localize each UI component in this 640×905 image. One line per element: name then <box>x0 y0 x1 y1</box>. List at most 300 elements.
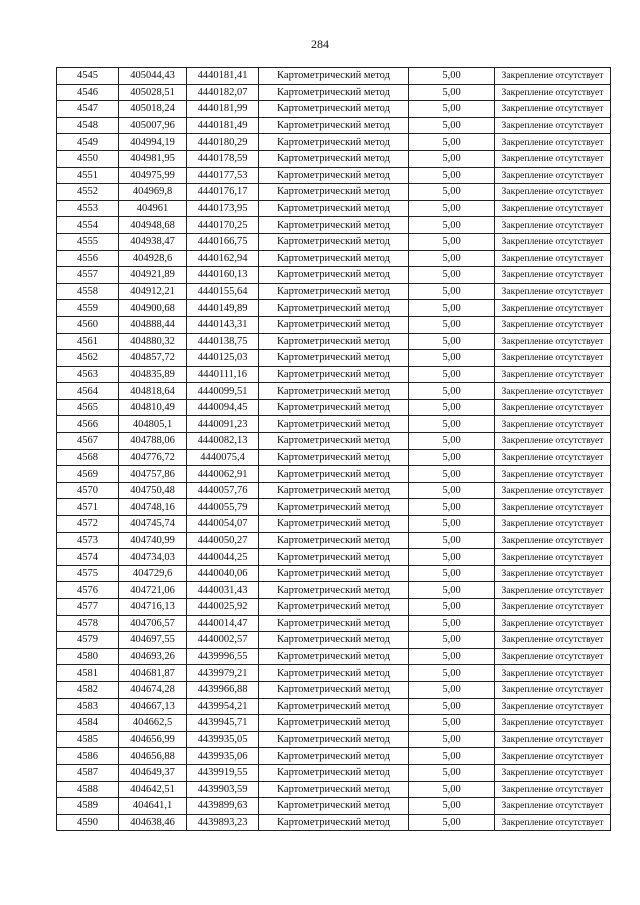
table-row <box>57 731 611 748</box>
x-coordinate-cell: 404900,68 <box>119 300 187 317</box>
coordinates-table <box>56 67 611 831</box>
x-coordinate-cell: 405007,96 <box>119 117 187 134</box>
y-coordinate-cell: 4440149,89 <box>187 300 259 317</box>
error-cell: 5,00 <box>409 383 495 400</box>
x-coordinate-cell: 404716,13 <box>119 599 187 616</box>
error-cell: 5,00 <box>409 681 495 698</box>
y-coordinate-cell: 4440057,76 <box>187 482 259 499</box>
error-cell: 5,00 <box>409 482 495 499</box>
y-coordinate-cell: 4440099,51 <box>187 383 259 400</box>
error-cell: 5,00 <box>409 781 495 798</box>
y-coordinate-cell: 4440181,49 <box>187 117 259 134</box>
method-cell: Картометрический метод <box>259 648 409 665</box>
table-row <box>57 499 611 516</box>
error-cell: 5,00 <box>409 84 495 101</box>
table-row <box>57 582 611 599</box>
y-coordinate-cell: 4440002,57 <box>187 632 259 649</box>
x-coordinate-cell: 404938,47 <box>119 233 187 250</box>
error-cell: 5,00 <box>409 665 495 682</box>
fixing-cell: Закрепление отсутствует <box>495 615 611 632</box>
method-cell: Картометрический метод <box>259 300 409 317</box>
error-cell: 5,00 <box>409 565 495 582</box>
point-number-cell: 4553 <box>57 200 119 217</box>
x-coordinate-cell: 404662,5 <box>119 715 187 732</box>
table-row <box>57 665 611 682</box>
table-row <box>57 267 611 284</box>
y-coordinate-cell: 4440162,94 <box>187 250 259 267</box>
method-cell: Картометрический метод <box>259 516 409 533</box>
fixing-cell: Закрепление отсутствует <box>495 449 611 466</box>
y-coordinate-cell: 4439945,71 <box>187 715 259 732</box>
table-row <box>57 184 611 201</box>
point-number-cell: 4559 <box>57 300 119 317</box>
table-row <box>57 715 611 732</box>
point-number-cell: 4546 <box>57 84 119 101</box>
fixing-cell: Закрепление отсутствует <box>495 599 611 616</box>
point-number-cell: 4545 <box>57 68 119 85</box>
point-number-cell: 4550 <box>57 150 119 167</box>
method-cell: Картометрический метод <box>259 316 409 333</box>
x-coordinate-cell: 404969,8 <box>119 184 187 201</box>
table-row <box>57 648 611 665</box>
error-cell: 5,00 <box>409 648 495 665</box>
method-cell: Картометрический метод <box>259 814 409 831</box>
point-number-cell: 4554 <box>57 217 119 234</box>
table-row <box>57 68 611 85</box>
fixing-cell: Закрепление отсутствует <box>495 167 611 184</box>
x-coordinate-cell: 404745,74 <box>119 516 187 533</box>
fixing-cell: Закрепление отсутствует <box>495 101 611 118</box>
method-cell: Картометрический метод <box>259 84 409 101</box>
point-number-cell: 4581 <box>57 665 119 682</box>
x-coordinate-cell: 404641,1 <box>119 798 187 815</box>
point-number-cell: 4569 <box>57 466 119 483</box>
method-cell: Картометрический метод <box>259 200 409 217</box>
error-cell: 5,00 <box>409 416 495 433</box>
point-number-cell: 4567 <box>57 433 119 450</box>
point-number-cell: 4551 <box>57 167 119 184</box>
method-cell: Картометрический метод <box>259 399 409 416</box>
x-coordinate-cell: 404912,21 <box>119 283 187 300</box>
error-cell: 5,00 <box>409 283 495 300</box>
table-row <box>57 250 611 267</box>
fixing-cell: Закрепление отсутствует <box>495 250 611 267</box>
table-row <box>57 366 611 383</box>
table-row <box>57 615 611 632</box>
error-cell: 5,00 <box>409 217 495 234</box>
table-row <box>57 217 611 234</box>
y-coordinate-cell: 4439966,88 <box>187 681 259 698</box>
method-cell: Картометрический метод <box>259 764 409 781</box>
y-coordinate-cell: 4440111,16 <box>187 366 259 383</box>
point-number-cell: 4577 <box>57 599 119 616</box>
table-row <box>57 632 611 649</box>
method-cell: Картометрический метод <box>259 748 409 765</box>
table-row <box>57 748 611 765</box>
method-cell: Картометрический метод <box>259 350 409 367</box>
method-cell: Картометрический метод <box>259 532 409 549</box>
point-number-cell: 4547 <box>57 101 119 118</box>
error-cell: 5,00 <box>409 200 495 217</box>
fixing-cell: Закрепление отсутствует <box>495 516 611 533</box>
fixing-cell: Закрепление отсутствует <box>495 399 611 416</box>
point-number-cell: 4582 <box>57 681 119 698</box>
point-number-cell: 4568 <box>57 449 119 466</box>
x-coordinate-cell: 404928,6 <box>119 250 187 267</box>
point-number-cell: 4585 <box>57 731 119 748</box>
point-number-cell: 4583 <box>57 698 119 715</box>
method-cell: Картометрический метод <box>259 798 409 815</box>
method-cell: Картометрический метод <box>259 150 409 167</box>
point-number-cell: 4570 <box>57 482 119 499</box>
error-cell: 5,00 <box>409 516 495 533</box>
fixing-cell: Закрепление отсутствует <box>495 532 611 549</box>
fixing-cell: Закрепление отсутствует <box>495 68 611 85</box>
fixing-cell: Закрепление отсутствует <box>495 482 611 499</box>
error-cell: 5,00 <box>409 532 495 549</box>
point-number-cell: 4563 <box>57 366 119 383</box>
error-cell: 5,00 <box>409 366 495 383</box>
x-coordinate-cell: 404729,6 <box>119 565 187 582</box>
y-coordinate-cell: 4439919,55 <box>187 764 259 781</box>
method-cell: Картометрический метод <box>259 267 409 284</box>
y-coordinate-cell: 4440180,29 <box>187 134 259 151</box>
point-number-cell: 4549 <box>57 134 119 151</box>
x-coordinate-cell: 404921,89 <box>119 267 187 284</box>
x-coordinate-cell: 404805,1 <box>119 416 187 433</box>
method-cell: Картометрический метод <box>259 665 409 682</box>
x-coordinate-cell: 404667,13 <box>119 698 187 715</box>
x-coordinate-cell: 404981,95 <box>119 150 187 167</box>
error-cell: 5,00 <box>409 316 495 333</box>
fixing-cell: Закрепление отсутствует <box>495 748 611 765</box>
table-row <box>57 532 611 549</box>
x-coordinate-cell: 404888,44 <box>119 316 187 333</box>
x-coordinate-cell: 404697,55 <box>119 632 187 649</box>
method-cell: Картометрический метод <box>259 333 409 350</box>
y-coordinate-cell: 4439903,59 <box>187 781 259 798</box>
point-number-cell: 4564 <box>57 383 119 400</box>
y-coordinate-cell: 4440178,59 <box>187 150 259 167</box>
table-row <box>57 764 611 781</box>
method-cell: Картометрический метод <box>259 582 409 599</box>
table-body <box>57 68 611 831</box>
table-row <box>57 101 611 118</box>
y-coordinate-cell: 4440160,13 <box>187 267 259 284</box>
x-coordinate-cell: 404757,86 <box>119 466 187 483</box>
point-number-cell: 4574 <box>57 549 119 566</box>
point-number-cell: 4578 <box>57 615 119 632</box>
y-coordinate-cell: 4440155,64 <box>187 283 259 300</box>
error-cell: 5,00 <box>409 549 495 566</box>
fixing-cell: Закрепление отсутствует <box>495 764 611 781</box>
fixing-cell: Закрепление отсутствует <box>495 134 611 151</box>
fixing-cell: Закрепление отсутствует <box>495 150 611 167</box>
y-coordinate-cell: 4440094,45 <box>187 399 259 416</box>
table-row <box>57 333 611 350</box>
y-coordinate-cell: 4440173,95 <box>187 200 259 217</box>
error-cell: 5,00 <box>409 615 495 632</box>
error-cell: 5,00 <box>409 698 495 715</box>
y-coordinate-cell: 4440143,31 <box>187 316 259 333</box>
table-row <box>57 798 611 815</box>
y-coordinate-cell: 4440031,43 <box>187 582 259 599</box>
error-cell: 5,00 <box>409 399 495 416</box>
method-cell: Картометрический метод <box>259 167 409 184</box>
method-cell: Картометрический метод <box>259 731 409 748</box>
y-coordinate-cell: 4440125,03 <box>187 350 259 367</box>
method-cell: Картометрический метод <box>259 549 409 566</box>
fixing-cell: Закрепление отсутствует <box>495 715 611 732</box>
x-coordinate-cell: 404740,99 <box>119 532 187 549</box>
error-cell: 5,00 <box>409 117 495 134</box>
y-coordinate-cell: 4440075,4 <box>187 449 259 466</box>
method-cell: Картометрический метод <box>259 233 409 250</box>
point-number-cell: 4558 <box>57 283 119 300</box>
table-row <box>57 549 611 566</box>
point-number-cell: 4573 <box>57 532 119 549</box>
y-coordinate-cell: 4440091,23 <box>187 416 259 433</box>
fixing-cell: Закрепление отсутствует <box>495 781 611 798</box>
fixing-cell: Закрепление отсутствует <box>495 582 611 599</box>
method-cell: Картометрический метод <box>259 101 409 118</box>
x-coordinate-cell: 404961 <box>119 200 187 217</box>
table-row <box>57 482 611 499</box>
error-cell: 5,00 <box>409 499 495 516</box>
fixing-cell: Закрепление отсутствует <box>495 416 611 433</box>
x-coordinate-cell: 404681,87 <box>119 665 187 682</box>
table-row <box>57 449 611 466</box>
fixing-cell: Закрепление отсутствует <box>495 698 611 715</box>
x-coordinate-cell: 405044,43 <box>119 68 187 85</box>
error-cell: 5,00 <box>409 731 495 748</box>
table-row <box>57 814 611 831</box>
table-row <box>57 350 611 367</box>
method-cell: Картометрический метод <box>259 482 409 499</box>
fixing-cell: Закрепление отсутствует <box>495 283 611 300</box>
table-row <box>57 150 611 167</box>
error-cell: 5,00 <box>409 449 495 466</box>
fixing-cell: Закрепление отсутствует <box>495 648 611 665</box>
y-coordinate-cell: 4440044,25 <box>187 549 259 566</box>
fixing-cell: Закрепление отсутствует <box>495 466 611 483</box>
point-number-cell: 4589 <box>57 798 119 815</box>
y-coordinate-cell: 4439979,21 <box>187 665 259 682</box>
error-cell: 5,00 <box>409 814 495 831</box>
method-cell: Картометрический метод <box>259 466 409 483</box>
fixing-cell: Закрепление отсутствует <box>495 366 611 383</box>
y-coordinate-cell: 4440182,07 <box>187 84 259 101</box>
point-number-cell: 4560 <box>57 316 119 333</box>
table-row <box>57 200 611 217</box>
x-coordinate-cell: 404818,64 <box>119 383 187 400</box>
table-row <box>57 516 611 533</box>
method-cell: Картометрический метод <box>259 283 409 300</box>
method-cell: Картометрический метод <box>259 499 409 516</box>
table-row <box>57 565 611 582</box>
error-cell: 5,00 <box>409 184 495 201</box>
error-cell: 5,00 <box>409 134 495 151</box>
x-coordinate-cell: 404706,57 <box>119 615 187 632</box>
fixing-cell: Закрепление отсутствует <box>495 84 611 101</box>
y-coordinate-cell: 4440014,47 <box>187 615 259 632</box>
point-number-cell: 4586 <box>57 748 119 765</box>
method-cell: Картометрический метод <box>259 449 409 466</box>
x-coordinate-cell: 404948,68 <box>119 217 187 234</box>
fixing-cell: Закрепление отсутствует <box>495 681 611 698</box>
method-cell: Картометрический метод <box>259 698 409 715</box>
error-cell: 5,00 <box>409 300 495 317</box>
table-row <box>57 300 611 317</box>
y-coordinate-cell: 4440062,91 <box>187 466 259 483</box>
x-coordinate-cell: 404880,32 <box>119 333 187 350</box>
method-cell: Картометрический метод <box>259 781 409 798</box>
error-cell: 5,00 <box>409 715 495 732</box>
error-cell: 5,00 <box>409 233 495 250</box>
y-coordinate-cell: 4440055,79 <box>187 499 259 516</box>
point-number-cell: 4566 <box>57 416 119 433</box>
fixing-cell: Закрепление отсутствует <box>495 549 611 566</box>
fixing-cell: Закрепление отсутствует <box>495 565 611 582</box>
y-coordinate-cell: 4440176,17 <box>187 184 259 201</box>
y-coordinate-cell: 4440050,27 <box>187 532 259 549</box>
y-coordinate-cell: 4440040,06 <box>187 565 259 582</box>
error-cell: 5,00 <box>409 764 495 781</box>
x-coordinate-cell: 404750,48 <box>119 482 187 499</box>
fixing-cell: Закрепление отсутствует <box>495 233 611 250</box>
point-number-cell: 4587 <box>57 764 119 781</box>
error-cell: 5,00 <box>409 250 495 267</box>
table-row <box>57 698 611 715</box>
fixing-cell: Закрепление отсутствует <box>495 632 611 649</box>
fixing-cell: Закрепление отсутствует <box>495 200 611 217</box>
y-coordinate-cell: 4440082,13 <box>187 433 259 450</box>
y-coordinate-cell: 4439935,05 <box>187 731 259 748</box>
x-coordinate-cell: 404734,03 <box>119 549 187 566</box>
x-coordinate-cell: 404649,37 <box>119 764 187 781</box>
point-number-cell: 4548 <box>57 117 119 134</box>
x-coordinate-cell: 405028,51 <box>119 84 187 101</box>
point-number-cell: 4552 <box>57 184 119 201</box>
point-number-cell: 4588 <box>57 781 119 798</box>
y-coordinate-cell: 4440166,75 <box>187 233 259 250</box>
table-row <box>57 233 611 250</box>
method-cell: Картометрический метод <box>259 117 409 134</box>
x-coordinate-cell: 404810,49 <box>119 399 187 416</box>
method-cell: Картометрический метод <box>259 416 409 433</box>
error-cell: 5,00 <box>409 167 495 184</box>
table-row <box>57 466 611 483</box>
point-number-cell: 4555 <box>57 233 119 250</box>
table-row <box>57 399 611 416</box>
fixing-cell: Закрепление отсутствует <box>495 267 611 284</box>
method-cell: Картометрический метод <box>259 681 409 698</box>
method-cell: Картометрический метод <box>259 715 409 732</box>
error-cell: 5,00 <box>409 798 495 815</box>
table-row <box>57 599 611 616</box>
table-row <box>57 134 611 151</box>
x-coordinate-cell: 404721,06 <box>119 582 187 599</box>
error-cell: 5,00 <box>409 466 495 483</box>
fixing-cell: Закрепление отсутствует <box>495 665 611 682</box>
y-coordinate-cell: 4439893,23 <box>187 814 259 831</box>
error-cell: 5,00 <box>409 150 495 167</box>
table-row <box>57 316 611 333</box>
error-cell: 5,00 <box>409 748 495 765</box>
point-number-cell: 4584 <box>57 715 119 732</box>
x-coordinate-cell: 404994,19 <box>119 134 187 151</box>
x-coordinate-cell: 404748,16 <box>119 499 187 516</box>
point-number-cell: 4576 <box>57 582 119 599</box>
table-row <box>57 781 611 798</box>
point-number-cell: 4556 <box>57 250 119 267</box>
fixing-cell: Закрепление отсутствует <box>495 217 611 234</box>
point-number-cell: 4571 <box>57 499 119 516</box>
x-coordinate-cell: 404674,28 <box>119 681 187 698</box>
y-coordinate-cell: 4439996,55 <box>187 648 259 665</box>
table-row <box>57 681 611 698</box>
x-coordinate-cell: 404638,46 <box>119 814 187 831</box>
method-cell: Картометрический метод <box>259 632 409 649</box>
point-number-cell: 4557 <box>57 267 119 284</box>
fixing-cell: Закрепление отсутствует <box>495 798 611 815</box>
y-coordinate-cell: 4440138,75 <box>187 333 259 350</box>
point-number-cell: 4562 <box>57 350 119 367</box>
method-cell: Картометрический метод <box>259 68 409 85</box>
method-cell: Картометрический метод <box>259 433 409 450</box>
x-coordinate-cell: 404656,99 <box>119 731 187 748</box>
table-row <box>57 383 611 400</box>
fixing-cell: Закрепление отсутствует <box>495 184 611 201</box>
error-cell: 5,00 <box>409 599 495 616</box>
y-coordinate-cell: 4439954,21 <box>187 698 259 715</box>
page-number: 284 <box>311 37 329 51</box>
method-cell: Картометрический метод <box>259 615 409 632</box>
error-cell: 5,00 <box>409 68 495 85</box>
x-coordinate-cell: 404857,72 <box>119 350 187 367</box>
error-cell: 5,00 <box>409 267 495 284</box>
error-cell: 5,00 <box>409 433 495 450</box>
error-cell: 5,00 <box>409 350 495 367</box>
x-coordinate-cell: 404975,99 <box>119 167 187 184</box>
table-row <box>57 283 611 300</box>
table-row <box>57 84 611 101</box>
x-coordinate-cell: 405018,24 <box>119 101 187 118</box>
point-number-cell: 4579 <box>57 632 119 649</box>
fixing-cell: Закрепление отсутствует <box>495 117 611 134</box>
error-cell: 5,00 <box>409 333 495 350</box>
y-coordinate-cell: 4440054,07 <box>187 516 259 533</box>
x-coordinate-cell: 404835,89 <box>119 366 187 383</box>
point-number-cell: 4575 <box>57 565 119 582</box>
x-coordinate-cell: 404656,88 <box>119 748 187 765</box>
fixing-cell: Закрепление отсутствует <box>495 316 611 333</box>
y-coordinate-cell: 4439899,63 <box>187 798 259 815</box>
method-cell: Картометрический метод <box>259 565 409 582</box>
error-cell: 5,00 <box>409 101 495 118</box>
y-coordinate-cell: 4440181,99 <box>187 101 259 118</box>
fixing-cell: Закрепление отсутствует <box>495 333 611 350</box>
x-coordinate-cell: 404642,51 <box>119 781 187 798</box>
table-row <box>57 433 611 450</box>
x-coordinate-cell: 404693,26 <box>119 648 187 665</box>
method-cell: Картометрический метод <box>259 134 409 151</box>
point-number-cell: 4561 <box>57 333 119 350</box>
fixing-cell: Закрепление отсутствует <box>495 814 611 831</box>
table-row <box>57 167 611 184</box>
fixing-cell: Закрепление отсутствует <box>495 383 611 400</box>
point-number-cell: 4580 <box>57 648 119 665</box>
